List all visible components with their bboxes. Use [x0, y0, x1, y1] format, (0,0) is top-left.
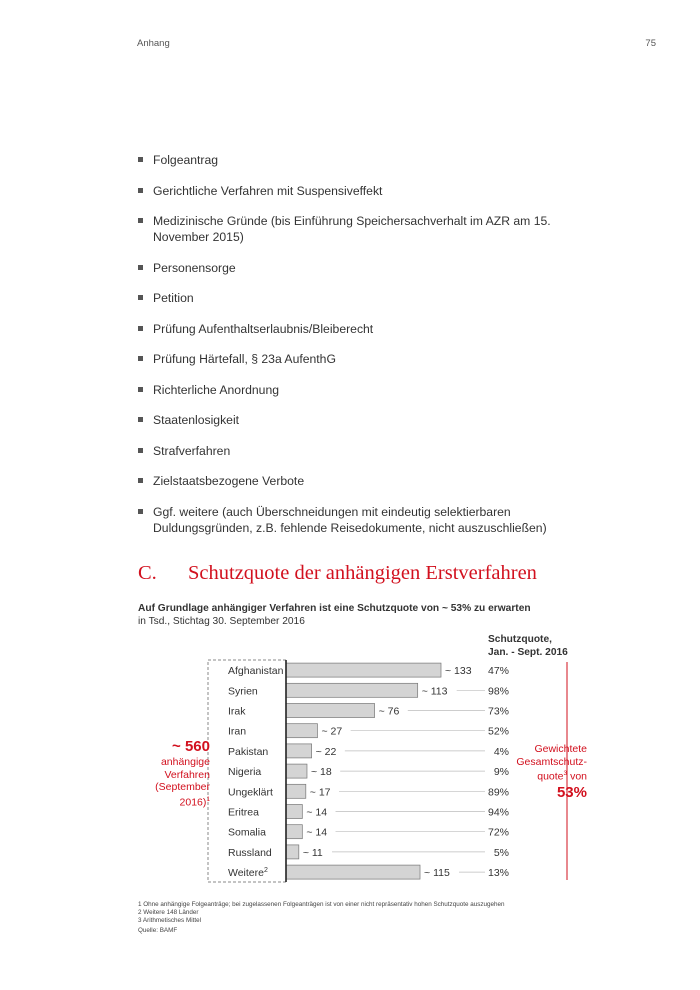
- section-title: Schutzquote der anhängigen Erstverfahren: [188, 562, 537, 584]
- category-label: Nigeria: [228, 766, 262, 779]
- protection-rate-value: 4%: [493, 745, 509, 758]
- bar: [286, 663, 441, 677]
- pending-total-callout: ~ 560 anhängige Verfahren (September 2016)$^1$: [155, 738, 210, 808]
- bar-value-label: ~ 14: [306, 806, 328, 819]
- footnote: 3 Arithmetisches Mittel: [138, 917, 201, 924]
- bar-value-label: ~ 76: [378, 705, 400, 718]
- category-label: Afghanistan: [228, 665, 284, 678]
- weighted-rate-value: 53%: [556, 784, 587, 801]
- category-label: Weitere$^2$: [228, 867, 268, 880]
- protection-rate-value: 9%: [493, 766, 509, 779]
- bar-value-label: ~ 133: [445, 665, 472, 678]
- bar: [286, 805, 302, 819]
- protection-rate-value: 13%: [487, 867, 509, 880]
- list-item: Zielstaatsbezogene Verbote: [138, 473, 568, 489]
- category-label: Irak: [228, 705, 246, 718]
- list-item: Medizinische Gründe (bis Einführung Speichersachverhalt im AZR am 15. November 2015): [138, 213, 568, 245]
- bar: [286, 865, 420, 879]
- protection-rate-column-header: Schutzquote, Jan. - Sept. 2016: [488, 634, 568, 658]
- protection-rate-value: 47%: [487, 665, 509, 678]
- bar: [286, 704, 375, 718]
- bar-value-label: ~ 27: [321, 725, 343, 738]
- category-label: Eritrea: [228, 806, 259, 819]
- section-letter: C.: [138, 562, 157, 584]
- list-item: Strafverfahren: [138, 443, 568, 459]
- list-item: Personensorge: [138, 260, 568, 276]
- category-label: Russland: [228, 846, 272, 859]
- protection-rate-value: 5%: [493, 846, 509, 859]
- list-item: Petition: [138, 290, 568, 306]
- protection-rate-value: 94%: [487, 806, 509, 819]
- pending-total-value: ~ 560: [172, 738, 210, 755]
- list-item: Prüfung Härtefall, § 23a AufenthG: [138, 351, 568, 367]
- list-item: Gerichtliche Verfahren mit Suspensiveffekt: [138, 183, 568, 199]
- bar-value-label: ~ 18: [310, 766, 332, 779]
- bar-value-label: ~ 22: [315, 745, 337, 758]
- bar-value-label: ~ 113: [421, 685, 448, 698]
- bar: [286, 744, 312, 758]
- category-label: Pakistan: [228, 745, 269, 758]
- bar: [286, 845, 299, 859]
- bar: [286, 825, 302, 839]
- bar: [286, 724, 317, 738]
- list-item: Richterliche Anordnung: [138, 382, 568, 398]
- bar: [286, 764, 307, 778]
- category-label: Ungeklärt: [228, 786, 273, 799]
- source-note: Quelle: BAMF: [138, 927, 178, 934]
- bar: [286, 683, 418, 697]
- chart-title: Auf Grundlage anhängiger Verfahren ist eine Schutzquote von ~ 53% zu erwarten: [138, 603, 531, 614]
- bar-value-label: ~ 115: [424, 867, 450, 880]
- protection-rate-value: 89%: [487, 786, 509, 799]
- protection-rate-value: 73%: [487, 705, 509, 718]
- list-item: Staatenlosigkeit: [138, 412, 568, 428]
- weighted-rate-callout: Gewichtete Gesamtschutz- quote$^3$ von 53%: [511, 743, 587, 803]
- category-label: Iran: [228, 725, 247, 738]
- category-label: Somalia: [228, 826, 266, 839]
- protection-rate-value: 72%: [487, 826, 509, 839]
- page-number: 75: [645, 38, 656, 49]
- protection-rate-value: 52%: [487, 725, 509, 738]
- footnote: 2 Weitere 148 Länder: [138, 909, 199, 916]
- footnote: 1 Ohne anhängige Folgeanträge; bei zugelassenen Folgeanträgen ist von einer nicht repräsentativ hohen Schutzquote auszugehen: [138, 901, 505, 908]
- list-item: Ggf. weitere (auch Überschneidungen mit eindeutig selektierbaren Duldungsgründen, z.B. fehlende Reisedokumente, nicht auszuschließen): [138, 504, 568, 536]
- bar-value-label: ~ 14: [306, 826, 328, 839]
- list-item: Prüfung Aufenthaltserlaubnis/Bleiberecht: [138, 321, 568, 337]
- protection-rate-value: 98%: [487, 685, 509, 698]
- chart-subtitle: in Tsd., Stichtag 30. September 2016: [138, 616, 305, 627]
- bar-value-label: ~ 11: [302, 846, 323, 859]
- bar-value-label: ~ 17: [309, 786, 331, 799]
- header-section: Anhang: [137, 38, 170, 49]
- category-label: Syrien: [228, 685, 258, 698]
- bar: [286, 784, 306, 798]
- list-item: Folgeantrag: [138, 152, 568, 168]
